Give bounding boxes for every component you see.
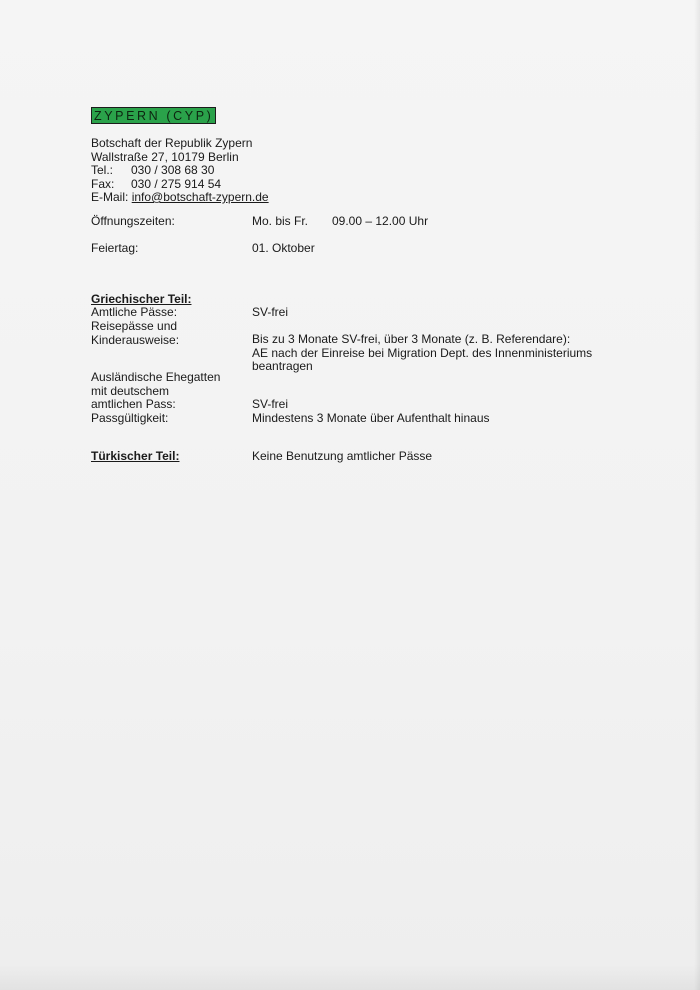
fax-number: 030 / 275 914 54 [131,176,222,191]
spouses-label [91,371,220,425]
phone-number: 030 / 308 68 30 [131,163,215,177]
phone-label: Tel.: [91,163,114,177]
page-bottom-shadow [0,964,700,990]
hours-time: 09.00 – 12.00 Uhr [332,214,429,228]
phone-line [91,164,269,178]
travel-passports-value [252,333,592,374]
hours-days: Mo. bis Fr. [252,214,309,228]
travel-passports-label [91,320,179,347]
greek-part-heading: Griechischer Teil: [91,292,192,306]
country-heading: ZYPERN (CYP) [91,107,216,124]
turkish-part-value: Keine Benutzung amtlicher Pässe [252,449,433,463]
email-link[interactable]: info@botschaft-zypern.de [131,190,269,204]
spouses-label-1: Ausländische Ehegatten [91,370,221,384]
spouses-label-3: amtlichen Pass: [91,397,176,411]
fax-label: Fax: [91,176,115,191]
official-passports-value: SV-frei [252,305,289,319]
official-passports-label: Amtliche Pässe: [91,305,178,319]
hours-label: Öffnungszeiten: [91,214,175,228]
travel-passports-label-2: Kinderausweise: [91,332,180,347]
email-label: E-Mail: [91,190,129,204]
spouses-value-block [252,398,490,425]
holiday-label: Feiertag: [91,241,139,255]
spouses-label-2: mit deutschem [91,383,170,398]
travel-passports-value-2: AE nach der Einreise bei Migration Dept. des Innenministeriums [252,345,593,360]
contact-block [91,137,269,205]
turkish-part-heading: Türkischer Teil: [91,449,180,463]
fax-line [91,178,269,192]
travel-passports-value-3: beantragen [252,359,313,373]
validity-label: Passgültigkeit: [91,410,169,425]
travel-passports-label-1: Reisepässe und [91,319,178,333]
email-line [91,191,269,205]
travel-passports-value-1: Bis zu 3 Monate SV-frei, über 3 Monate (z. B. Referendare): [252,332,571,346]
validity-value: Mindestens 3 Monate über Aufenthalt hinaus [252,410,490,425]
page-edge-shadow [694,0,700,990]
embassy-address: Wallstraße 27, 10179 Berlin [91,149,239,164]
holiday-value: 01. Oktober [252,241,315,255]
spouses-value: SV-frei [252,397,289,411]
embassy-name: Botschaft der Republik Zypern [91,136,253,150]
